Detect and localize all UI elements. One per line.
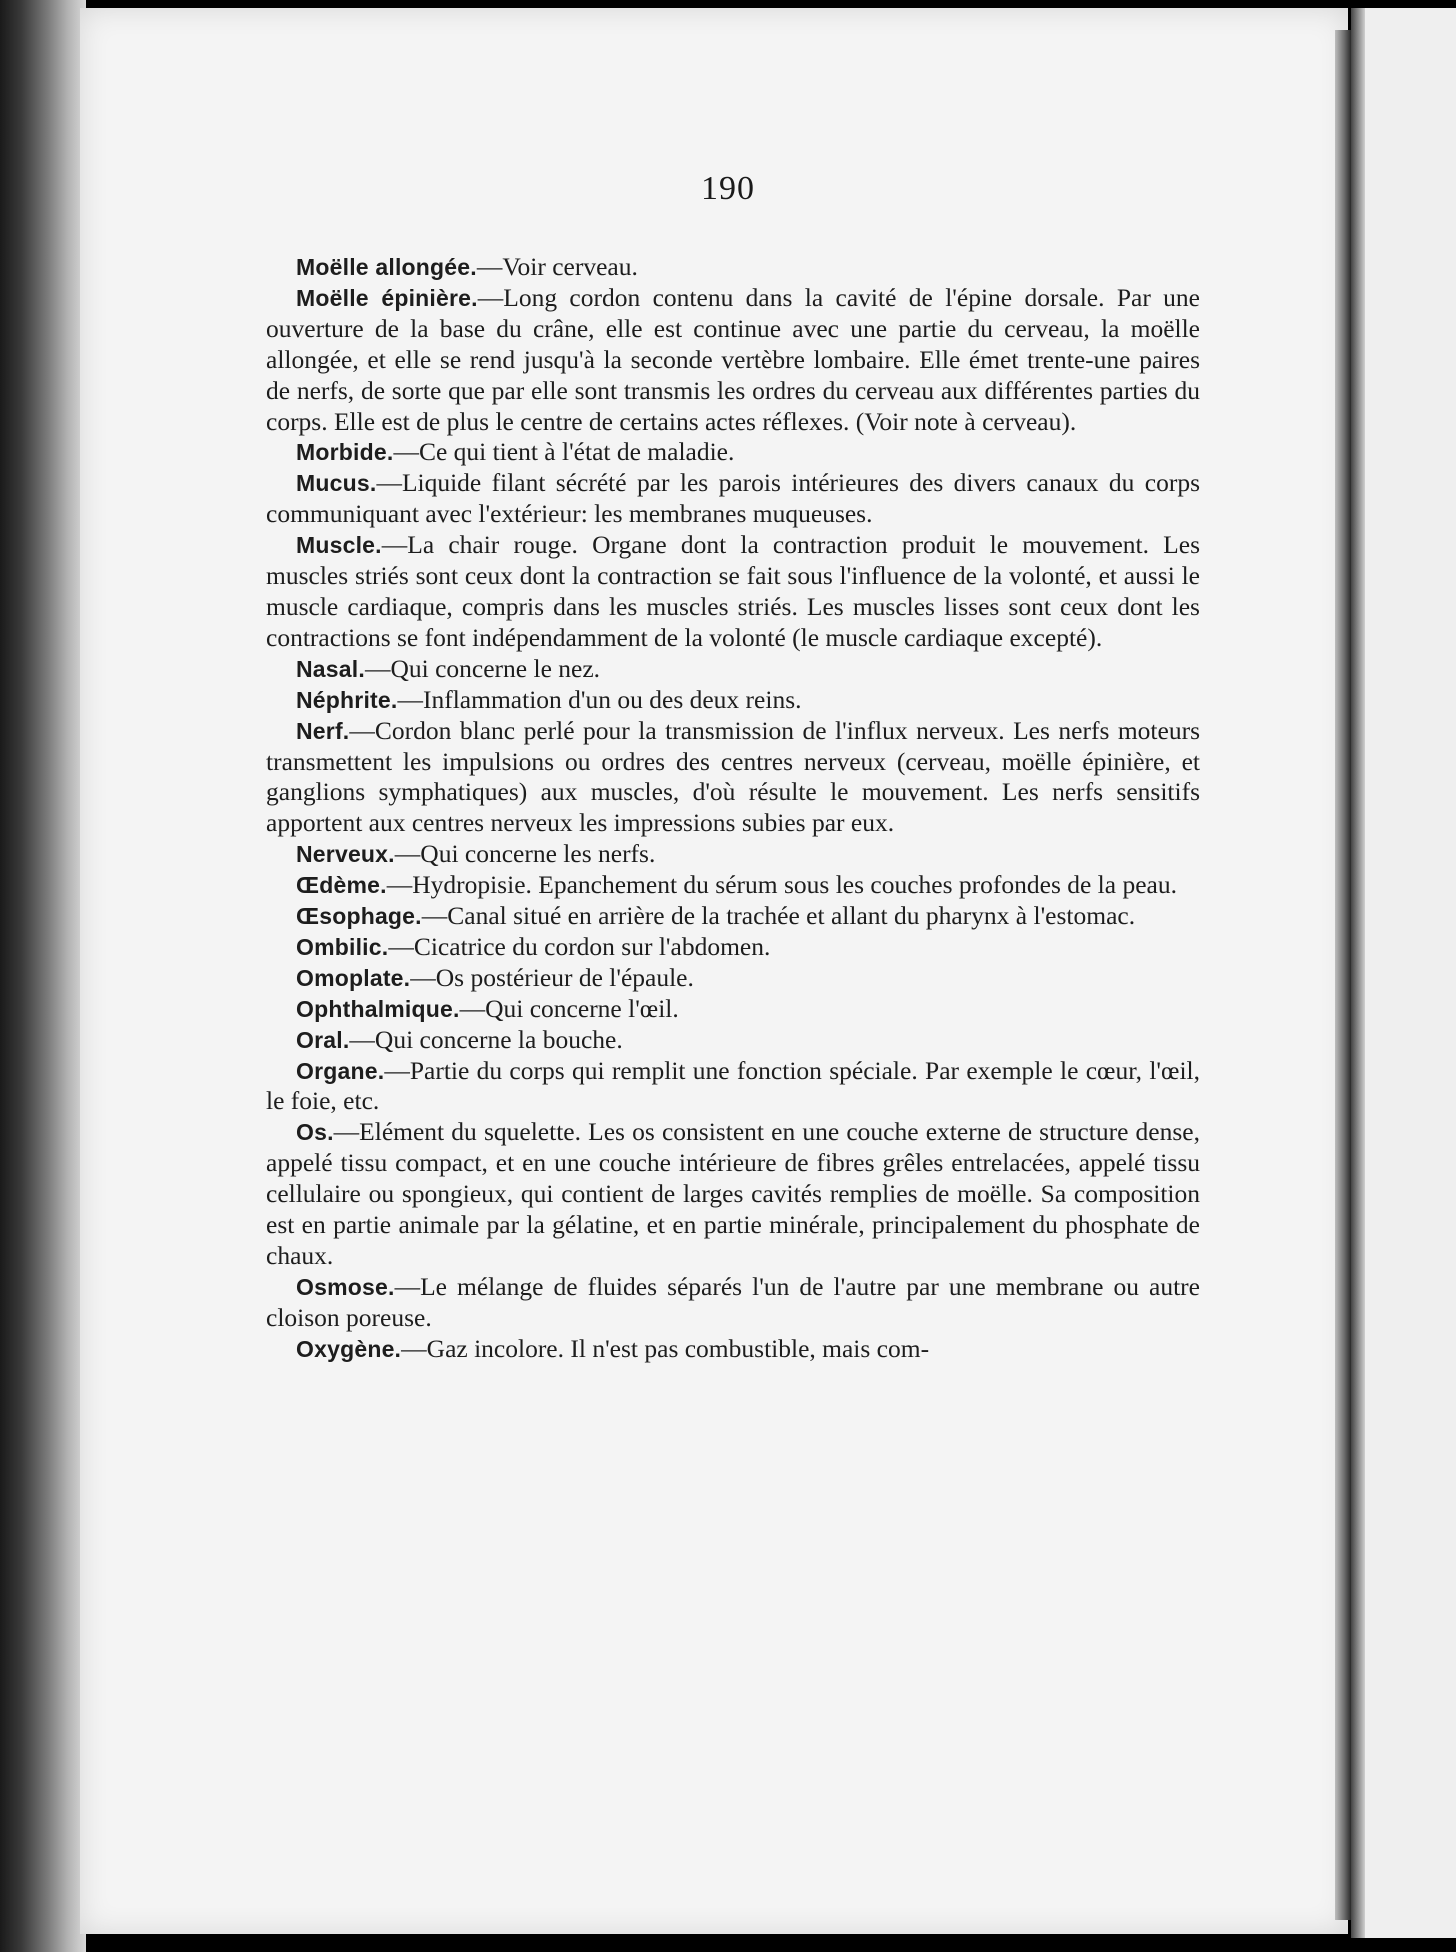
glossary-entry — [266, 994, 1200, 1025]
entry-term: Morbide. — [296, 439, 394, 466]
glossary-entry — [266, 468, 1200, 530]
facing-page-shadow — [1351, 8, 1365, 1938]
glossary-entry — [266, 685, 1200, 716]
entry-definition: —Canal situé en arrière de la trachée et allant du pharynx à l'estomac. — [421, 901, 1136, 931]
entry-definition: —Qui concerne les nerfs. — [394, 839, 656, 869]
entry-definition: —Qui concerne la bouche. — [349, 1024, 623, 1054]
entry-definition: —Ce qui tient à l'état de maladie. — [393, 437, 735, 467]
entry-term: Ophthalmique. — [296, 995, 460, 1022]
entry-term: Os. — [296, 1119, 334, 1146]
entry-definition: —La chair rouge. Organe dont la contraction produit le mouvement. Les muscles striés sont ceux dont la contraction se fait sous l'influence de la volonté, et aussi le muscle cardiaque, compris dans les muscles striés. Les muscles lisses sont ceux dont les contractions se font indépendamment de la volonté (le muscle cardiaque excepté). — [266, 530, 1200, 652]
entry-term: Omoplate. — [296, 964, 411, 991]
glossary-entry — [266, 716, 1200, 840]
entry-term: Ombilic. — [296, 933, 389, 960]
glossary-entry — [266, 901, 1200, 932]
entry-definition: —Os postérieur de l'épaule. — [410, 962, 694, 992]
glossary-entry — [266, 1334, 1200, 1365]
entry-definition: —Cicatrice du cordon sur l'abdomen. — [388, 931, 771, 961]
entry-definition: —Qui concerne le nez. — [364, 653, 601, 683]
entry-term: Muscle. — [296, 532, 382, 559]
entry-definition: —Le mélange de fluides séparés l'un de l'autre par une membrane ou autre cloison poreuse. — [266, 1271, 1200, 1332]
book-spine — [0, 0, 86, 1952]
glossary-entry — [266, 1056, 1200, 1118]
entry-definition: —Inflammation d'un ou des deux reins. — [397, 684, 802, 714]
glossary-entry — [266, 1025, 1200, 1056]
entry-term: Organe. — [296, 1057, 385, 1084]
entry-definition: —Voir cerveau. — [476, 252, 638, 281]
glossary-entry — [266, 870, 1200, 901]
glossary-entry — [266, 963, 1200, 994]
entry-term: Néphrite. — [296, 686, 398, 713]
page-number: 190 — [701, 170, 755, 207]
glossary-entry — [266, 932, 1200, 963]
glossary-entry — [266, 283, 1200, 438]
facing-page-edge — [1351, 8, 1456, 1938]
entry-definition: —Elément du squelette. Les os consistent en une couche externe de structure dense, appelé tissu compact, et en une couche intérieure de fibres grêles entrelacées, appelé tissu cellulaire ou spongieux, qui contient de larges cavités remplies de moëlle. Sa composition est en partie animale par la gélatine, et en partie minérale, principalement du phosphate de chaux. — [266, 1117, 1200, 1270]
entry-definition: —Liquide filant sécrété par les parois intérieures des divers canaux du corps communiquant avec l'extérieur: les membranes muqueuses. — [266, 468, 1200, 529]
entry-term: Moëlle épinière. — [296, 284, 478, 311]
glossary-entry — [266, 1272, 1200, 1334]
entry-definition: —Cordon blanc perlé pour la transmission de l'influx nerveux. Les nerfs moteurs transmettent les impulsions ou ordres des centres nerveux (cerveau, moëlle épinière, et ganglions symphatiques) aux muscles, d'où résulte le mouvement. Les nerfs sensitifs apportent aux centres nerveux les impressions subies par eux. — [266, 715, 1200, 838]
glossary-entry — [266, 654, 1200, 685]
entry-definition: —Qui concerne l'œil. — [459, 993, 679, 1023]
entry-definition: —Partie du corps qui remplit une fonction spéciale. Par exemple le cœur, l'œil, le foie, etc. — [266, 1055, 1200, 1116]
glossary-entry — [266, 530, 1200, 654]
entry-term: Mucus. — [296, 470, 377, 497]
entry-term: Œsophage. — [296, 903, 422, 930]
entry-term: Nasal. — [296, 655, 365, 682]
entry-term: Nerveux. — [296, 841, 395, 868]
entry-term: Oral. — [296, 1026, 350, 1053]
entry-term: Moëlle allongée. — [296, 254, 477, 280]
glossary-entry — [266, 839, 1200, 870]
glossary-entry — [266, 252, 1200, 283]
glossary-entry — [266, 1117, 1200, 1272]
entry-definition: —Gaz incolore. Il n'est pas combustible, mais com- — [401, 1333, 930, 1363]
entry-term: Nerf. — [296, 717, 350, 744]
entry-term: Œdème. — [296, 872, 387, 899]
glossary-entry — [266, 437, 1200, 468]
entry-term: Oxygène. — [296, 1335, 402, 1362]
glossary-text — [266, 252, 1200, 1365]
entry-definition: —Long cordon contenu dans la cavité de l'épine dorsale. Par une ouverture de la base du crâne, elle est continue avec une partie du cerveau, la moëlle allongée, et elle se rend jusqu'à la seconde vertèbre lombaire. Elle émet trente-une paires de nerfs, de sorte que par elle sont transmis les ordres du cerveau aux différentes parties du corps. Elle est de plus le centre de certains actes réflexes. (Voir note à cerveau). — [266, 282, 1200, 436]
page-gutter-shadow — [1335, 30, 1351, 1920]
entry-definition: —Hydropisie. Epanchement du sérum sous les couches profondes de la peau. — [386, 870, 1177, 900]
entry-term: Osmose. — [296, 1273, 395, 1300]
